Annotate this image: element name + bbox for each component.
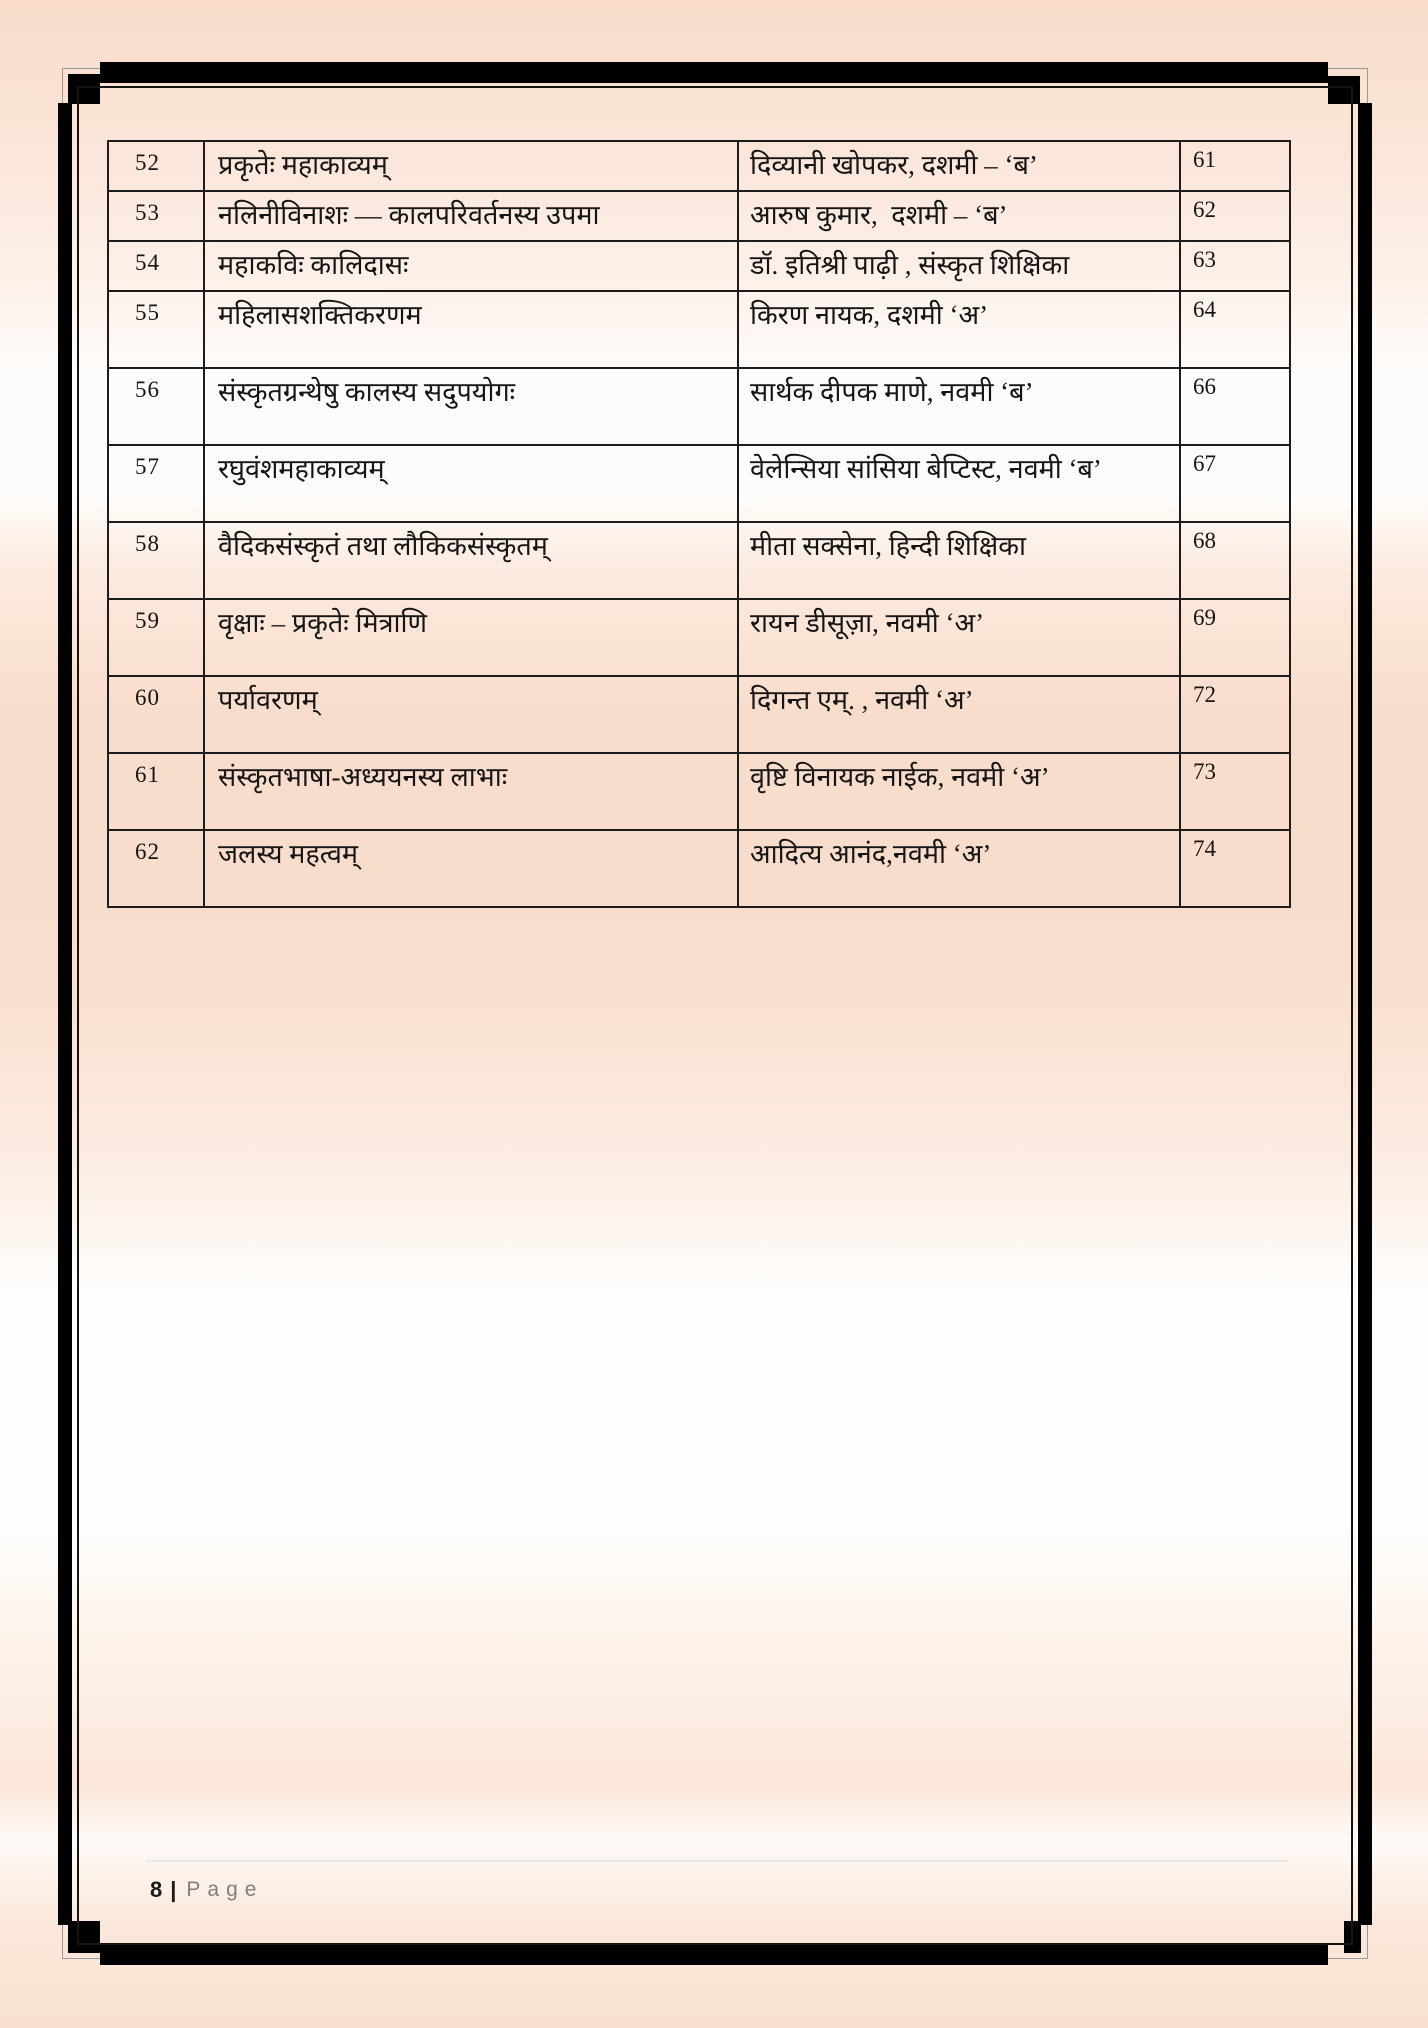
title-cell: रघुवंशमहाकाव्यम् (204, 445, 738, 522)
page-number-cell: 63 (1180, 241, 1290, 291)
page-number-cell: 72 (1180, 676, 1290, 753)
serial-cell: 58 (108, 522, 204, 599)
author-cell: मीता सक्सेना, हिन्दी शिक्षिका (738, 522, 1180, 599)
table-row (108, 141, 1290, 191)
serial-cell: 53 (108, 191, 204, 241)
serial-cell: 61 (108, 753, 204, 830)
author-cell: दिगन्त एम्. , नवमी ‘अ’ (738, 676, 1180, 753)
serial-cell: 54 (108, 241, 204, 291)
author-cell: दिव्यानी खोपकर, दशमी – ‘ब’ (738, 141, 1180, 191)
title-cell: प्रकृतेः महाकाव्यम् (204, 141, 738, 191)
serial-cell: 56 (108, 368, 204, 445)
title-cell: संस्कृतग्रन्थेषु कालस्य सदुपयोगः (204, 368, 738, 445)
author-cell: वेलेन्सिया सांसिया बेप्टिस्ट, नवमी ‘ब’ (738, 445, 1180, 522)
page-border-bottom-band (100, 1945, 1328, 1965)
author-cell: किरण नायक, दशमी ‘अ’ (738, 291, 1180, 368)
page-number-cell: 62 (1180, 191, 1290, 241)
table-row (108, 445, 1290, 522)
author-cell: रायन डीसूज़ा, नवमी ‘अ’ (738, 599, 1180, 676)
page-number-cell: 68 (1180, 522, 1290, 599)
author-cell: वृष्टि विनायक नाईक, नवमी ‘अ’ (738, 753, 1180, 830)
page-number-cell: 66 (1180, 368, 1290, 445)
title-cell: नलिनीविनाशः — कालपरिवर्तनस्य उपमा (204, 191, 738, 241)
page-footer (150, 1874, 263, 1906)
title-cell: पर्यावरणम् (204, 676, 738, 753)
page-number-cell: 67 (1180, 445, 1290, 522)
title-cell: वैदिकसंस्कृतं तथा लौकिकसंस्कृतम् (204, 522, 738, 599)
author-cell: सार्थक दीपक माणे, नवमी ‘ब’ (738, 368, 1180, 445)
page-number-cell: 61 (1180, 141, 1290, 191)
page-number-cell: 74 (1180, 830, 1290, 907)
table-row (108, 291, 1290, 368)
serial-cell: 62 (108, 830, 204, 907)
author-cell: डॉ. इतिश्री पाढ़ी , संस्कृत शिक्षिका (738, 241, 1180, 291)
page-border-top-band (100, 62, 1328, 83)
table-row (108, 676, 1290, 753)
page-border-left-band (58, 103, 72, 1925)
table-row (108, 241, 1290, 291)
title-cell: जलस्य महत्वम् (204, 830, 738, 907)
title-cell: महाकविः कालिदासः (204, 241, 738, 291)
contents-table (107, 140, 1291, 908)
serial-cell: 52 (108, 141, 204, 191)
title-cell: वृक्षाः – प्रकृतेः मित्राणि (204, 599, 738, 676)
serial-cell: 55 (108, 291, 204, 368)
footer-page-label: Page (186, 1878, 264, 1901)
table-row (108, 368, 1290, 445)
table-row (108, 522, 1290, 599)
page-number-cell: 73 (1180, 753, 1290, 830)
page-number-cell: 64 (1180, 291, 1290, 368)
serial-cell: 57 (108, 445, 204, 522)
serial-cell: 59 (108, 599, 204, 676)
author-cell: आरुष कुमार, दशमी – ‘ब’ (738, 191, 1180, 241)
page-border-right-band (1358, 103, 1372, 1925)
footer-separator: | (170, 1877, 177, 1902)
table-row (108, 599, 1290, 676)
title-cell: महिलासशक्तिकरणम (204, 291, 738, 368)
author-cell: आदित्य आनंद,नवमी ‘अ’ (738, 830, 1180, 907)
table-row (108, 830, 1290, 907)
page-number-cell: 69 (1180, 599, 1290, 676)
table-row (108, 753, 1290, 830)
serial-cell: 60 (108, 676, 204, 753)
footer-page-number: 8 (150, 1877, 163, 1902)
title-cell: संस्कृतभाषा-अध्ययनस्य लाभाः (204, 753, 738, 830)
footer-divider-line (146, 1860, 1288, 1862)
table-row (108, 191, 1290, 241)
